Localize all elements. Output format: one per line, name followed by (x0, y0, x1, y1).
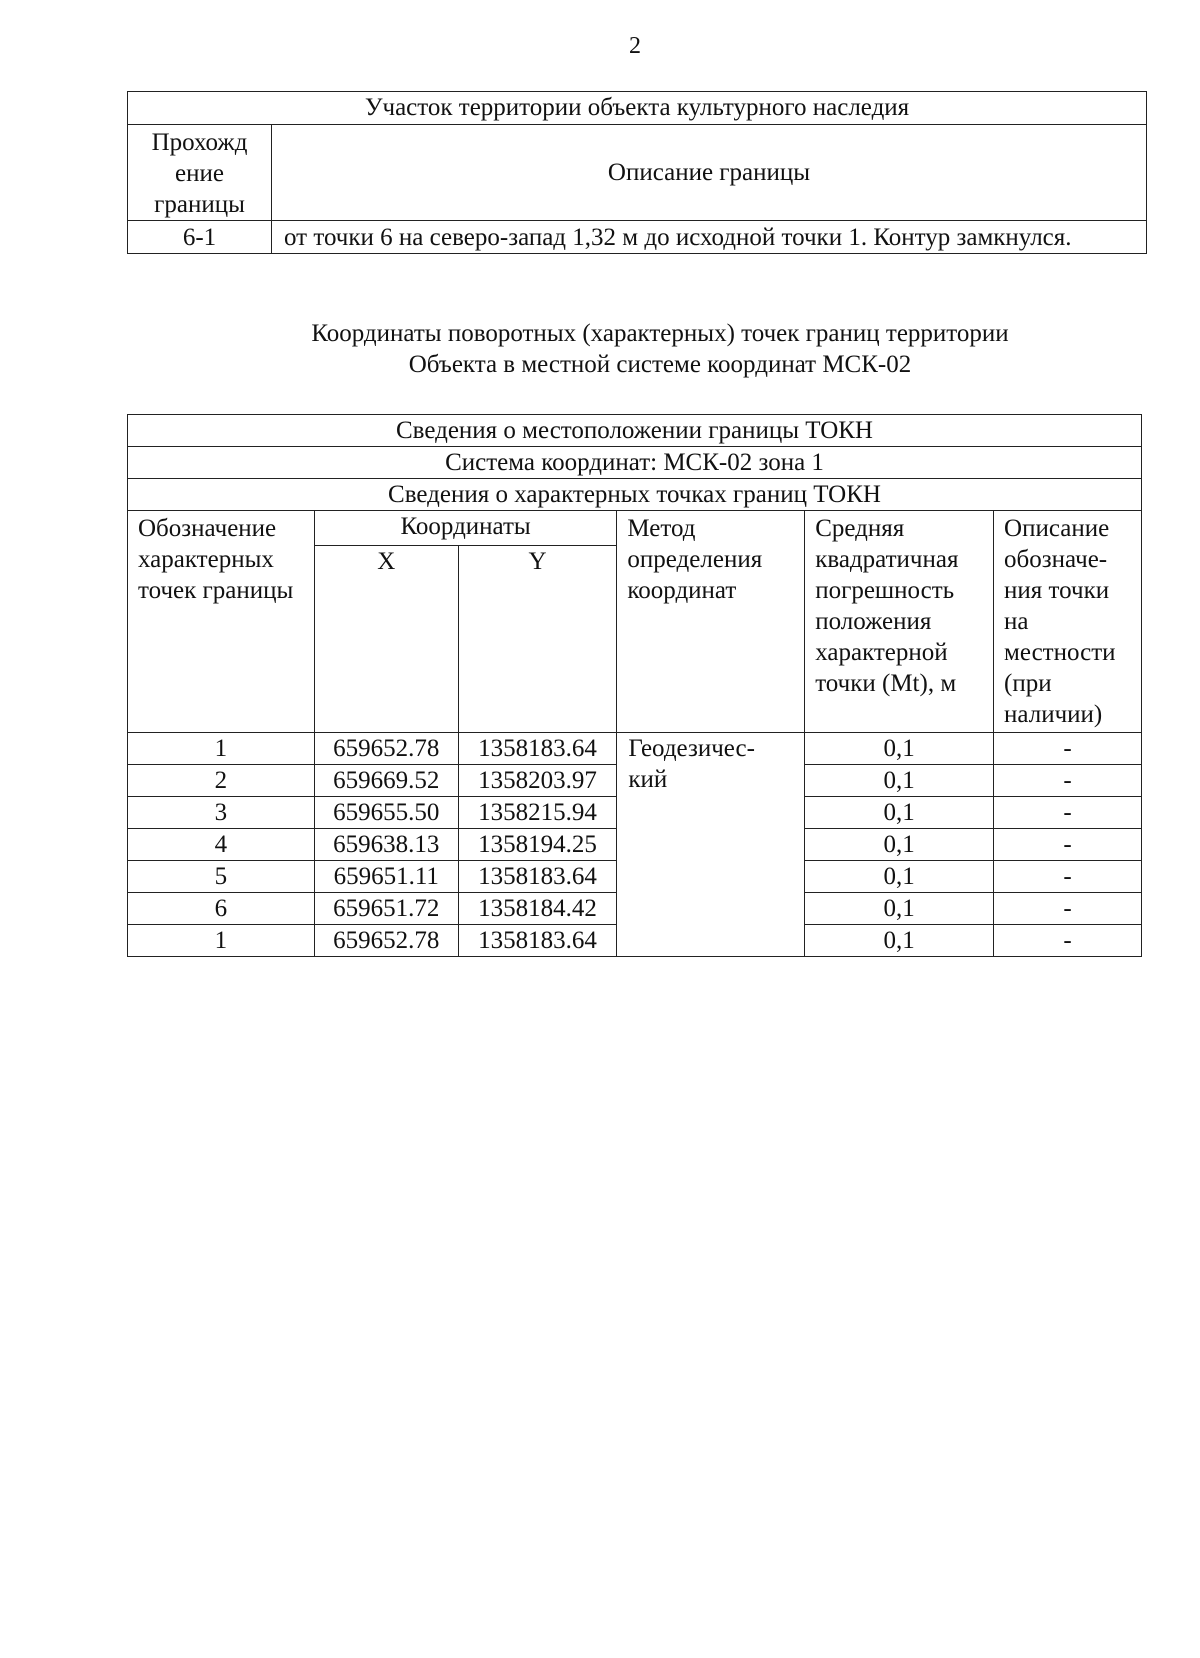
y-value: 1358183.64 (458, 861, 617, 893)
y-value: 1358183.64 (458, 733, 617, 765)
x-value: 659655.50 (314, 797, 458, 829)
point-number: 1 (128, 733, 315, 765)
point-number: 2 (128, 765, 315, 797)
point-designation-header: Обозначение характерных точек границы (128, 511, 315, 733)
error-value: 0,1 (805, 893, 994, 925)
point-description-value: - (994, 893, 1142, 925)
coordinates-heading-line2: Объекта в местной системе координат МСК-02 (408, 351, 912, 378)
y-header: Y (458, 545, 617, 732)
point-number: 1 (128, 925, 315, 957)
method-value: Геодезичес- кий (617, 733, 805, 957)
table-row (128, 221, 1147, 254)
boundary-description-header: Описание границы (272, 125, 1147, 221)
point-description-value: - (994, 829, 1142, 861)
point-number: 3 (128, 797, 315, 829)
error-value: 0,1 (805, 765, 994, 797)
boundary-segment-header: Прохожд ение границы (128, 125, 272, 221)
coordinates-heading (240, 318, 1080, 380)
y-value: 1358215.94 (458, 797, 617, 829)
boundary-description: от точки 6 на северо-запад 1,32 м до исходной точки 1. Контур замкнулся. (272, 221, 1147, 254)
error-header: Средняя квадратичная погрешность положения характерной точки (Mt), м (805, 511, 994, 733)
error-value: 0,1 (805, 925, 994, 957)
coordinates-table (127, 414, 1142, 957)
point-number: 5 (128, 861, 315, 893)
point-number: 6 (128, 893, 315, 925)
x-value: 659651.11 (314, 861, 458, 893)
error-value: 0,1 (805, 733, 994, 765)
x-header: X (314, 545, 458, 732)
error-value: 0,1 (805, 861, 994, 893)
x-value: 659652.78 (314, 733, 458, 765)
point-description-value: - (994, 861, 1142, 893)
x-value: 659669.52 (314, 765, 458, 797)
y-value: 1358203.97 (458, 765, 617, 797)
x-value: 659651.72 (314, 893, 458, 925)
page-number: 2 (629, 33, 641, 59)
y-value: 1358184.42 (458, 893, 617, 925)
error-value: 0,1 (805, 829, 994, 861)
y-value: 1358183.64 (458, 925, 617, 957)
point-description-value: - (994, 797, 1142, 829)
x-value: 659652.78 (314, 925, 458, 957)
point-description-value: - (994, 925, 1142, 957)
table-row (128, 733, 1142, 765)
coordinates-heading-line1: Координаты поворотных (характерных) точек границ территории (311, 320, 1009, 347)
point-description-header: Описание обозначе- ния точки на местности (при наличии) (994, 511, 1142, 733)
coordinates-table-title-points: Сведения о характерных точках границ ТОКН (128, 479, 1142, 511)
y-value: 1358194.25 (458, 829, 617, 861)
boundary-table (127, 91, 1147, 254)
point-number: 4 (128, 829, 315, 861)
method-header: Метод определения координат (617, 511, 805, 733)
boundary-table-title: Участок территории объекта культурного наследия (128, 92, 1147, 125)
coordinates-header: Координаты (314, 511, 617, 546)
coordinates-table-title-location: Сведения о местоположении границы ТОКН (128, 415, 1142, 447)
point-description-value: - (994, 765, 1142, 797)
coordinates-table-title-system: Система координат: МСК-02 зона 1 (128, 447, 1142, 479)
x-value: 659638.13 (314, 829, 458, 861)
boundary-segment: 6-1 (128, 221, 272, 254)
error-value: 0,1 (805, 797, 994, 829)
point-description-value: - (994, 733, 1142, 765)
